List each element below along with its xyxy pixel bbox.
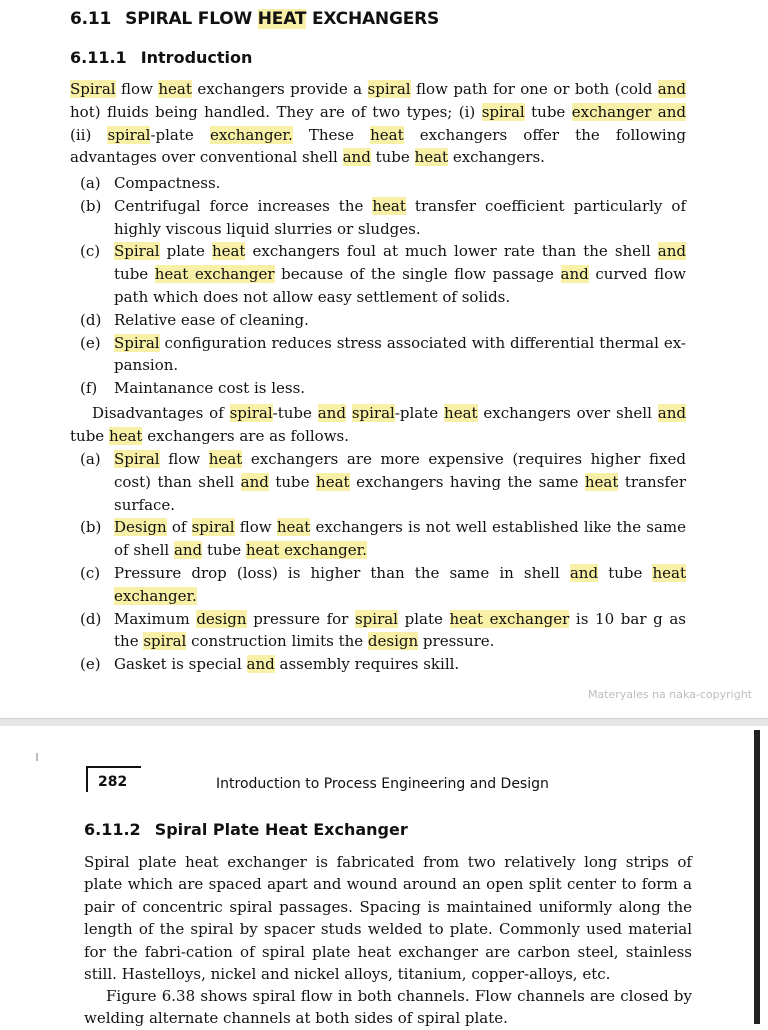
list-marker: (d) bbox=[80, 310, 102, 329]
subsection-title: Introduction bbox=[140, 48, 253, 67]
highlighted-text: heat exchanger. bbox=[245, 541, 367, 560]
highlighted-text: heat bbox=[584, 472, 619, 491]
highlighted-text: and bbox=[657, 80, 687, 98]
highlighted-text: spiral bbox=[191, 518, 235, 537]
text-run: transfer surface. bbox=[114, 472, 686, 514]
highlighted-text: heat bbox=[372, 196, 406, 215]
highlighted-text: heat bbox=[208, 450, 243, 468]
highlighted-text: exchanger. bbox=[209, 125, 293, 144]
list-item bbox=[70, 172, 686, 195]
subsection-number: 6.11.1 bbox=[70, 48, 127, 67]
list-item bbox=[70, 608, 686, 654]
highlighted-text: heat bbox=[414, 148, 449, 167]
running-header: Introduction to Process Engineering and Design bbox=[216, 776, 549, 792]
text-run: plate bbox=[397, 609, 450, 628]
page-number: 282 bbox=[86, 766, 141, 792]
highlighted-text: and bbox=[342, 148, 371, 167]
disadvantages-list bbox=[70, 448, 686, 676]
highlighted-text: Spiral bbox=[70, 80, 116, 98]
text-run: exchangers offer the following advantages over conventional shell bbox=[70, 125, 686, 167]
list-item bbox=[70, 240, 686, 308]
text-run: -plate bbox=[150, 125, 210, 144]
text-run: tube bbox=[370, 148, 415, 167]
highlighted-text: heat bbox=[444, 404, 478, 422]
text-run: Relative ease of cleaning. bbox=[114, 310, 309, 329]
margin-mark bbox=[36, 753, 38, 761]
text-run: exchangers is not well established like the same of shell bbox=[114, 518, 686, 560]
list-marker: (c) bbox=[80, 563, 101, 582]
text-run: pressure. bbox=[418, 632, 495, 651]
list-marker: (c) bbox=[80, 242, 101, 261]
highlighted-text: heat bbox=[211, 242, 246, 261]
subsection-title-2: Spiral Plate Heat Exchanger bbox=[154, 820, 408, 839]
text-run: assembly requires skill. bbox=[274, 655, 460, 674]
section-title-part-1: SPIRAL FLOW bbox=[125, 9, 258, 29]
text-run: transfer coefficient particularly of highly viscous liquid slurries or sludges. bbox=[114, 196, 686, 238]
text-run: Compactness. bbox=[114, 174, 221, 192]
list-item bbox=[70, 516, 686, 562]
advantages-list bbox=[70, 172, 686, 400]
highlighted-text: spiral bbox=[143, 632, 187, 651]
list-item bbox=[70, 653, 686, 676]
highlighted-text: spiral bbox=[351, 404, 395, 422]
text-run: -tube bbox=[272, 404, 318, 422]
text-run: tube bbox=[70, 426, 109, 445]
highlighted-text: heat bbox=[370, 125, 404, 144]
text-run: flow bbox=[115, 80, 159, 98]
list-item bbox=[70, 448, 686, 516]
list-marker: (b) bbox=[80, 518, 102, 537]
highlighted-text: heat bbox=[276, 518, 311, 537]
text-run: tube bbox=[114, 265, 155, 284]
list-item bbox=[70, 309, 686, 332]
highlighted-text: Spiral bbox=[114, 450, 160, 468]
highlighted-text: spiral bbox=[229, 404, 273, 422]
text-run: exchangers. bbox=[448, 148, 545, 167]
highlighted-text: and bbox=[569, 563, 599, 582]
text-run: tube bbox=[202, 541, 246, 560]
highlighted-text: heat exchanger. bbox=[114, 563, 686, 605]
highlighted-text: and bbox=[246, 655, 275, 674]
section-title-part-3: EXCHANGERS bbox=[306, 9, 440, 29]
text-run: hot) fluids being handled. They are of two types; (i) bbox=[70, 102, 482, 121]
text-run: because of the single flow passage bbox=[274, 265, 561, 284]
highlighted-text: heat exchanger bbox=[154, 265, 275, 284]
highlighted-text: heat bbox=[108, 426, 143, 445]
text-run bbox=[346, 404, 352, 422]
section-number: 6.11 bbox=[70, 9, 112, 29]
highlighted-text: spiral bbox=[107, 125, 151, 144]
text-run: is 10 bar g as the bbox=[114, 609, 686, 651]
highlighted-text: Design bbox=[114, 518, 167, 537]
list-item bbox=[70, 195, 686, 241]
copyright-watermark: Materyales na naka-copyright bbox=[587, 688, 752, 701]
text-run: curved flow path which does not allow easy settlement of solids. bbox=[114, 265, 686, 306]
text-run: (ii) bbox=[70, 125, 108, 144]
list-marker: (b) bbox=[80, 196, 102, 215]
highlighted-text: Spiral bbox=[114, 242, 160, 261]
list-item bbox=[70, 377, 686, 400]
text-run: Pressure drop (loss) is higher than the same in shell bbox=[114, 563, 570, 582]
text-run: pressure for bbox=[246, 609, 355, 628]
text-run: Maintanance cost is less. bbox=[114, 379, 306, 398]
list-marker: (e) bbox=[80, 655, 101, 674]
list-item bbox=[70, 332, 686, 378]
text-run: -plate bbox=[394, 404, 445, 422]
highlighted-text: heat exchanger bbox=[449, 609, 570, 628]
text-run: of bbox=[166, 518, 192, 537]
subsection-number-2: 6.11.2 bbox=[84, 820, 141, 839]
subsection-heading-2 bbox=[84, 820, 408, 839]
list-marker: (d) bbox=[80, 609, 102, 628]
text-run: construction limits the bbox=[186, 632, 368, 651]
highlighted-text: exchanger and bbox=[571, 102, 687, 121]
text-run: plate bbox=[159, 242, 212, 261]
highlighted-text: design bbox=[367, 632, 419, 651]
page-edge-shadow bbox=[754, 730, 760, 1024]
list-marker: (f) bbox=[80, 379, 98, 398]
list-marker: (a) bbox=[80, 450, 101, 468]
highlighted-text: and bbox=[560, 265, 589, 284]
text-run: tube bbox=[524, 102, 572, 121]
text-run: exchangers are as follows. bbox=[142, 426, 350, 445]
list-marker: (e) bbox=[80, 333, 101, 352]
intro-paragraph bbox=[70, 78, 686, 169]
subsection-heading bbox=[70, 48, 252, 67]
text-run: Maximum bbox=[114, 609, 197, 628]
text-run: flow path for one or both (cold bbox=[410, 80, 658, 98]
disadvantages-intro-paragraph bbox=[70, 402, 686, 448]
highlighted-text: heat bbox=[316, 472, 350, 491]
body-paragraph-2: Figure 6.38 shows spiral flow in both channels. Flow channels are closed by welding alternate channels at both sides of spiral plate. bbox=[84, 987, 692, 1028]
text-run: Centrifugal force increases the bbox=[114, 196, 373, 215]
highlighted-text: and bbox=[657, 242, 686, 261]
text-run: These bbox=[292, 125, 371, 144]
highlighted-text: design bbox=[196, 609, 247, 628]
highlighted-text: and bbox=[317, 404, 346, 422]
text-run: Gasket is special bbox=[114, 655, 247, 674]
list-marker: (a) bbox=[80, 174, 101, 192]
highlighted-text: and bbox=[173, 541, 203, 560]
text-run: Disadvantages of bbox=[92, 404, 230, 422]
text-run: exchangers are more expensive (requires higher fixed cost) than shell bbox=[114, 450, 686, 491]
highlighted-text: and bbox=[657, 404, 686, 422]
section-title-part-2: HEAT bbox=[257, 9, 307, 29]
highlighted-text: spiral bbox=[354, 609, 398, 628]
body-paragraph-1: Spiral plate heat exchanger is fabricated from two relatively long strips of plate which are spaced apart and wound around an open split center to form a pair of concentric spiral passages. Spacing is maintained uniformly along the length of the spiral by spacer studs welded to plate. Commonly used material for the fabri-cation of spiral plate heat exchanger are carbon steel, stainless still. Hastelloys, nickel and nickel alloys, titanium, copper-alloys, etc. bbox=[84, 853, 692, 984]
highlighted-text: spiral bbox=[481, 102, 525, 121]
text-run: exchangers over shell bbox=[477, 404, 658, 422]
text-run: flow bbox=[234, 518, 277, 537]
highlighted-text: spiral bbox=[367, 80, 411, 98]
text-run: flow bbox=[159, 450, 209, 468]
highlighted-text: and bbox=[240, 472, 269, 491]
list-item bbox=[70, 562, 686, 608]
text-run: exchangers having the same bbox=[349, 472, 585, 491]
text-run: exchangers provide a bbox=[191, 80, 368, 98]
text-run: tube bbox=[598, 563, 653, 582]
highlighted-text: Spiral bbox=[114, 333, 160, 352]
section-heading bbox=[70, 9, 439, 29]
text-run: configuration reduces stress associated with differential thermal ex-pansion. bbox=[114, 333, 686, 375]
text-run: tube bbox=[268, 472, 317, 491]
highlighted-text: heat bbox=[158, 80, 192, 98]
text-run: exchangers foul at much lower rate than the shell bbox=[245, 242, 658, 261]
